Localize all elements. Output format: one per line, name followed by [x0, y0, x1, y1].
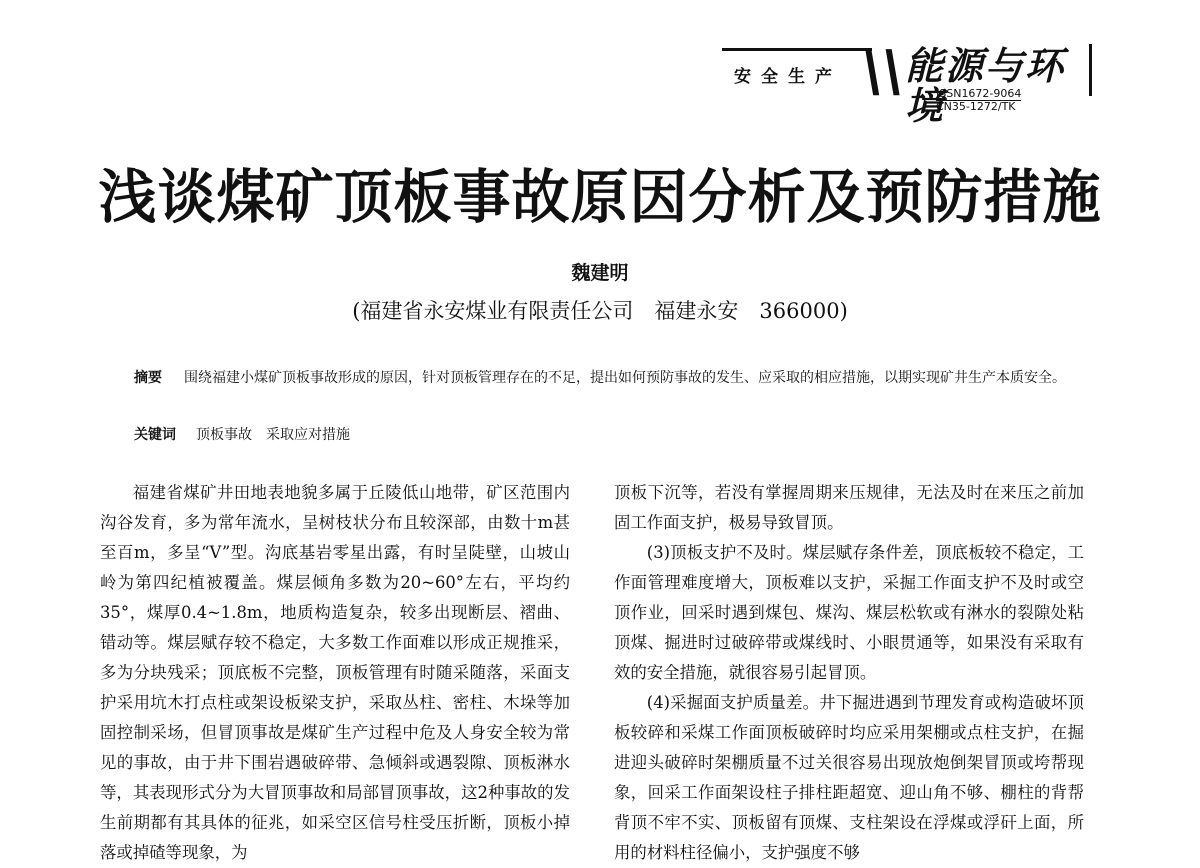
- cn-number: CN35-1272/TK: [936, 100, 1016, 113]
- header-slash-mark: \\: [857, 39, 908, 104]
- keywords-label: 关键词: [134, 427, 176, 443]
- issn-number: ISSN1672-9064: [936, 87, 1022, 100]
- header-rule: [722, 48, 872, 51]
- author-affiliation: (福建省永安煤业有限责任公司 福建永安 366000): [352, 299, 848, 323]
- keywords-text: 顶板事故 采取应对措施: [196, 427, 350, 443]
- keywords: [134, 423, 350, 447]
- article-title: 浅谈煤矿顶板事故原因分析及预防措施: [98, 163, 1102, 231]
- article-author: 魏建明: [571, 262, 629, 284]
- body-paragraph: 福建省煤矿井田地表地貌多属于丘陵低山地带，矿区范围内沟谷发育，多为常年流水，呈树枝状分布且较深部，由数十m甚至百m，多呈“V”型。沟底基岩零星出露，有时呈陡壁，山坡山岭为第四纪植被覆盖。煤层倾角多数为20~60°左右，平均约35°，煤厚0.4~1.8m，地质构造复杂，较多出现断层、褶曲、错动等。煤层赋存较不稳定，大多数工作面难以形成正规推采，多为分块残采；顶底板不完整，顶板管理有时随采随落，采面支护采用坑木打点柱或架设板梁支护，采取丛柱、密柱、木垛等加固控制采场，但冒顶事故是煤矿生产过程中危及人身安全较为常见的事故，由于井下围岩遇破碎带、急倾斜或遇裂隙、顶板淋水等，其表现形式分为大冒顶事故和局部冒顶事故，这2种事故的发生前期都有其具体的征兆，如采空区信号柱受压折断，顶板小掉落或掉碴等现象，为: [100, 483, 570, 862]
- abstract-label: 摘要: [134, 370, 162, 386]
- body-column-left: [100, 478, 570, 868]
- abstract-text: 围绕福建小煤矿顶板事故形成的原因，针对顶板管理存在的不足，提出如何预防事故的发生、应采取的相应措施，以期实现矿井生产本质安全。: [184, 370, 1066, 386]
- body-paragraph: (4)采掘面支护质量差。井下掘进遇到节理发育或构造破坏顶板较碎和采煤工作面顶板破碎时均应采用架棚或点柱支护，在掘进迎头破碎时架棚质量不过关很容易出现放炮倒架冒顶或垮帮现象，回采工作面架设柱子排柱距超宽、迎山角不够、棚柱的背帮背顶不牢不实、顶板留有顶煤、支柱架设在浮煤或浮矸上面，所用的材料柱径偏小，支护强度不够: [614, 693, 1084, 862]
- journal-header: [722, 39, 1102, 128]
- header-vertical-rule: [1089, 44, 1092, 96]
- body-column-right: [614, 478, 1084, 868]
- abstract: [102, 364, 1098, 393]
- body-paragraph: 顶板下沉等，若没有掌握周期来压规律，无法及时在来压之前加固工作面支护，极易导致冒顶。: [614, 483, 1084, 532]
- section-label: 安全生产: [734, 67, 842, 87]
- journal-name: 能源与环境: [905, 43, 1066, 128]
- body-paragraph: (3)顶板支护不及时。煤层赋存条件差，顶底板较不稳定，工作面管理难度增大，顶板难以支护，采掘工作面支护不及时或空顶作业，回采时遇到煤包、煤沟、煤层松软或有淋水的裂隙处粘顶煤、掘进时过破碎带或煤线时、小眼贯通等，如果没有采取有效的安全措施，就很容易引起冒顶。: [614, 543, 1084, 682]
